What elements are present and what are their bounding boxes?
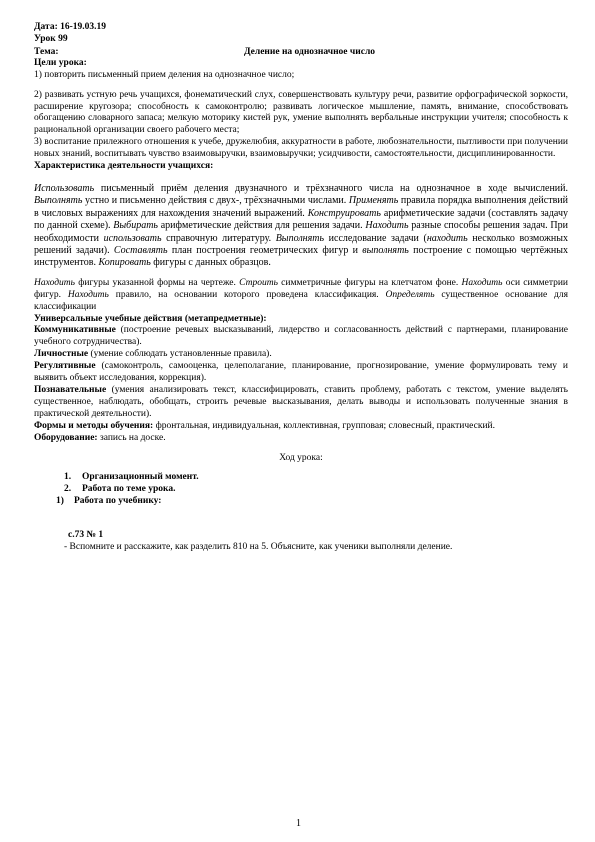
uud-label: Личностные xyxy=(34,349,89,360)
list-number: 1. xyxy=(64,472,72,483)
activity-text: фигуры указанной формы на чертеже. xyxy=(74,277,240,288)
verb-text: выполнять xyxy=(362,245,409,256)
uud-label: Формы и методы обучения: xyxy=(34,420,154,431)
list-item xyxy=(34,496,568,508)
activity-paragraph-1 xyxy=(34,183,568,270)
uud-cognitive xyxy=(34,385,568,421)
page-number: 1 xyxy=(296,818,301,829)
verb-text: Копировать xyxy=(98,257,151,269)
task-number: с.73 № 1 xyxy=(68,530,104,541)
verb-text: Находить xyxy=(34,277,75,288)
uud-label: Познавательные xyxy=(34,384,107,395)
activity-text: правило, на основании которого проведена классификация. xyxy=(108,289,386,300)
activity-text: исследование задачи ( xyxy=(324,232,427,244)
verb-text: Находить xyxy=(461,277,503,288)
verb-text: Конструировать xyxy=(307,207,381,219)
uud-personal xyxy=(34,349,568,361)
verb-text: Выбирать xyxy=(113,220,158,232)
uud-text: (умение соблюдать установленные правила). xyxy=(88,349,272,360)
uud-text: фронтальная, индивидуальная, коллективная, групповая; словесный, практический. xyxy=(153,420,495,431)
goal-1: 1) повторить письменный прием деления на однозначное число; xyxy=(34,69,295,80)
activity-title: Характеристика деятельности учащихся: xyxy=(34,161,214,172)
activity-text: симметричные фигуры на клетчатом фоне. xyxy=(277,277,462,288)
goal-2: 2) развивать устную речь учащихся, фонематический слух, совершенствовать культуру речи, развитие орфографической зоркости, расширение кругозора; способность к самоконтролю; развивать логическое мышление, память, внимание, способствовать обогащению словарного запаса; мелкую моторику кистей рук, умение выполнять вербальные инструкции учителя; способность к рациональной организации своего рабочего места; xyxy=(34,89,568,136)
verb-text: находить xyxy=(426,232,468,244)
topic-label: Тема: xyxy=(34,46,59,57)
verb-text: использовать xyxy=(103,232,162,244)
uud-label: Оборудование: xyxy=(34,432,98,443)
activity-text: устно и письменно действия с двух-, трёхзначными числами. xyxy=(82,195,349,207)
list-number: 1) xyxy=(56,496,64,507)
activity-text: правила порядка выполнения действий в числовых выражениях для нахождения значений выражений. xyxy=(34,195,568,219)
verb-text: Применять xyxy=(348,195,399,207)
verb-text: Использовать xyxy=(34,182,95,194)
uud-label: Коммуникативные xyxy=(34,325,116,336)
activity-paragraph-2 xyxy=(34,278,568,314)
verb-text: Находить xyxy=(365,220,409,232)
activity-text: арифметические действия для решения задачи. xyxy=(157,220,366,232)
activity-text: справочную литературу. xyxy=(161,232,276,244)
topic-row xyxy=(34,46,568,58)
uud-title: Универсальные учебные действия (метапредметные): xyxy=(34,313,267,324)
verb-text: Строить xyxy=(239,277,278,288)
list-text: Работа по теме урока. xyxy=(82,484,176,495)
goals-title: Цели урока: xyxy=(34,57,87,68)
verb-text: Находить xyxy=(67,289,109,300)
uud-communicative xyxy=(34,325,568,349)
equipment xyxy=(34,433,568,445)
activity-text: построение с помощью чертёжных инструментов. xyxy=(34,245,568,269)
uud-text: (построение речевых высказываний, лидерство и согласованность действий с партнерами, планирование учебного сотрудничества). xyxy=(34,325,568,348)
verb-text: Выполнять xyxy=(275,232,325,244)
activity-text: несколько возможных решений задачи). xyxy=(34,232,568,256)
uud-text: запись на доске. xyxy=(97,432,166,443)
uud-label: Регулятивные xyxy=(34,361,96,372)
lesson-progress-title: Ход урока: xyxy=(279,452,323,463)
task-text: - Вспомните и расскажите, как разделить 810 на 5. Объясните, как ученики выполняли деление. xyxy=(64,542,453,553)
verb-text: Определять xyxy=(385,289,435,300)
verb-text: Выполнять xyxy=(34,195,83,207)
list-item xyxy=(34,472,568,484)
activity-text: разные способы решения задач. При необходимости xyxy=(34,220,568,244)
lesson-date: Дата: 16-19.03.19 xyxy=(34,22,107,32)
activity-text: письменный приём деления двузначного и трёхзначного числа на однозначное в ходе вычислений. xyxy=(94,182,568,194)
activity-text: план построения геометрических фигур и xyxy=(167,245,363,256)
list-item xyxy=(34,484,568,496)
forms-methods xyxy=(34,421,568,433)
uud-text: (самоконтроль, самооценка, целеполагание, планирование, прогнозирование, умение формулировать тему и выявить объект исследования, коррекция). xyxy=(34,361,568,384)
activity-text: арифметические задачи (составлять задачу по данной схеме). xyxy=(34,207,568,232)
verb-text: Составлять xyxy=(113,245,168,256)
activity-text: фигуры с данных образцов. xyxy=(150,257,271,269)
list-number: 2. xyxy=(64,484,72,495)
activity-text: существенное основание для классификации xyxy=(34,289,568,312)
topic-value: Деление на однозначное число xyxy=(244,46,376,57)
goal-3: 3) воспитание прилежного отношения к учебе, дружелюбия, аккуратности в работе, любознательности, пытливости при получении новых знаний, воспитывать чувство взаимовыручки, взаимовыручки; усидчивости, самостоятельности, дисциплинированности. xyxy=(34,137,568,160)
uud-regulatory xyxy=(34,361,568,385)
document-page xyxy=(34,22,568,554)
list-text: Организационный момент. xyxy=(82,472,199,483)
list-text: Работа по учебнику: xyxy=(74,496,162,507)
activity-text: оси симметрии фигур. xyxy=(34,277,569,300)
uud-text: (умения анализировать текст, классифицировать, ставить проблему, работать с текстом, умение выделять существенное, наблюдать, обобщать, строить речевые высказывания, делать выводы и использовать полученные знания в практической деятельности). xyxy=(34,384,568,419)
lesson-number: Урок 99 xyxy=(34,33,68,44)
